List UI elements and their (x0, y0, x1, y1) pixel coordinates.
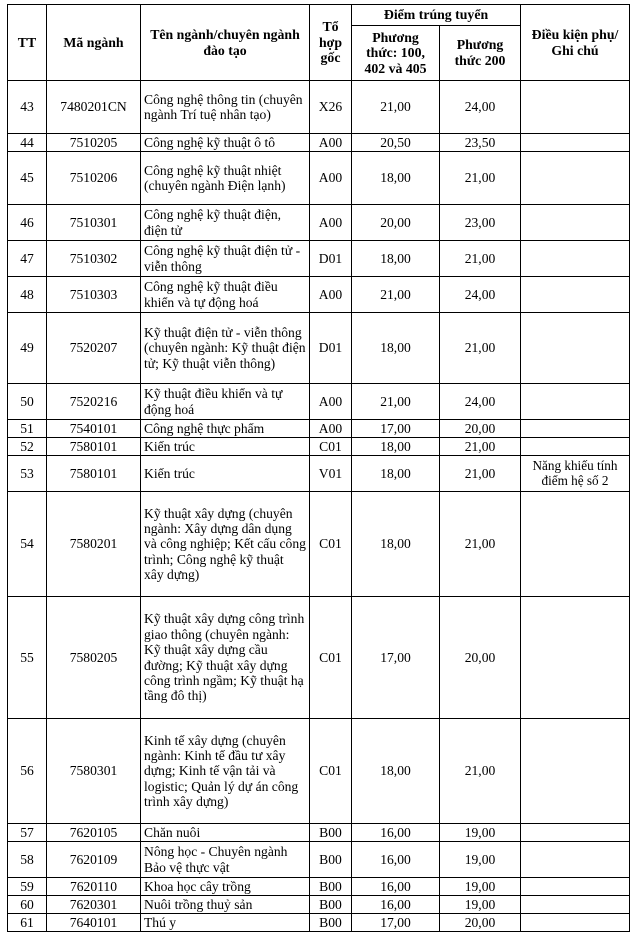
cell-score-a: 18,00 (352, 456, 440, 492)
cell-name: Thú y (141, 914, 310, 932)
header-code: Mã ngành (47, 5, 141, 81)
cell-tt: 61 (8, 914, 47, 932)
cell-note (521, 896, 630, 914)
cell-score-b: 21,00 (440, 313, 521, 384)
cell-score-a: 16,00 (352, 878, 440, 896)
cell-score-b: 21,00 (440, 241, 521, 277)
table-row (8, 719, 630, 824)
cell-name: Kinh tế xây dựng (chuyên ngành: Kinh tế đầu tư xây dựng; Kinh tế vận tải và logistic; Quản lý dự án công trình xây dựng) (141, 719, 310, 824)
cell-note (521, 719, 630, 824)
cell-name: Công nghệ kỹ thuật ô tô (141, 134, 310, 152)
cell-name: Kỹ thuật xây dựng (chuyên ngành: Xây dựng dân dụng và công nghiệp; Kết cấu công trình; Công nghệ kỹ thuật xây dựng) (141, 492, 310, 597)
cell-code: 7520207 (47, 313, 141, 384)
table-row (8, 896, 630, 914)
cell-code: 7580101 (47, 456, 141, 492)
cell-tt: 43 (8, 81, 47, 134)
cell-name: Công nghệ kỹ thuật nhiệt (chuyên ngành Điện lạnh) (141, 152, 310, 205)
cell-score-a: 21,00 (352, 277, 440, 313)
cell-note (521, 420, 630, 438)
cell-name: Nông học - Chuyên ngành Bảo vệ thực vật (141, 842, 310, 878)
cell-code: 7540101 (47, 420, 141, 438)
cell-score-a: 20,50 (352, 134, 440, 152)
cell-note (521, 878, 630, 896)
cell-tt: 48 (8, 277, 47, 313)
cell-name: Nuôi trồng thuỷ sản (141, 896, 310, 914)
table-body (8, 81, 630, 932)
header-note: Điều kiện phụ/ Ghi chú (521, 5, 630, 81)
header-score-group: Điểm trúng tuyển (352, 5, 521, 26)
cell-score-b: 23,00 (440, 205, 521, 241)
cell-combo: B00 (310, 824, 352, 842)
cell-note (521, 842, 630, 878)
cell-score-a: 16,00 (352, 842, 440, 878)
cell-score-a: 21,00 (352, 81, 440, 134)
cell-code: 7510302 (47, 241, 141, 277)
cell-score-b: 20,00 (440, 914, 521, 932)
cell-score-a: 18,00 (352, 241, 440, 277)
cell-tt: 50 (8, 384, 47, 420)
cell-score-a: 18,00 (352, 719, 440, 824)
cell-combo: A00 (310, 420, 352, 438)
cell-note (521, 313, 630, 384)
table-row (8, 824, 630, 842)
cell-score-b: 20,00 (440, 597, 521, 719)
table-row (8, 914, 630, 932)
cell-tt: 53 (8, 456, 47, 492)
table-row (8, 456, 630, 492)
cell-note (521, 384, 630, 420)
cell-combo: C01 (310, 438, 352, 456)
cell-code: 7620105 (47, 824, 141, 842)
table-row (8, 420, 630, 438)
table-row (8, 313, 630, 384)
cell-note (521, 152, 630, 205)
cell-score-b: 19,00 (440, 824, 521, 842)
cell-score-a: 16,00 (352, 896, 440, 914)
cell-code: 7510206 (47, 152, 141, 205)
cell-score-b: 21,00 (440, 152, 521, 205)
table-row (8, 842, 630, 878)
cell-tt: 45 (8, 152, 47, 205)
cell-combo: B00 (310, 896, 352, 914)
table-row (8, 277, 630, 313)
cell-tt: 59 (8, 878, 47, 896)
cell-score-b: 19,00 (440, 878, 521, 896)
cell-combo: A00 (310, 277, 352, 313)
cell-name: Kỹ thuật điều khiển và tự động hoá (141, 384, 310, 420)
cell-score-b: 19,00 (440, 896, 521, 914)
cell-name: Công nghệ thông tin (chuyên ngành Trí tuệ nhân tạo) (141, 81, 310, 134)
table-row (8, 384, 630, 420)
cell-name: Chăn nuôi (141, 824, 310, 842)
cell-score-b: 21,00 (440, 492, 521, 597)
cell-tt: 58 (8, 842, 47, 878)
cell-tt: 56 (8, 719, 47, 824)
cell-tt: 54 (8, 492, 47, 597)
cell-combo: D01 (310, 313, 352, 384)
cell-note (521, 81, 630, 134)
cell-combo: D01 (310, 241, 352, 277)
cell-score-b: 24,00 (440, 384, 521, 420)
table-row (8, 81, 630, 134)
cell-tt: 55 (8, 597, 47, 719)
cell-score-b: 21,00 (440, 719, 521, 824)
cell-combo: C01 (310, 492, 352, 597)
cell-code: 7620110 (47, 878, 141, 896)
cell-score-a: 18,00 (352, 152, 440, 205)
cell-name: Kỹ thuật điện tử - viễn thông (chuyên ngành: Kỹ thuật điện tử; Kỹ thuật viễn thông) (141, 313, 310, 384)
cell-tt: 44 (8, 134, 47, 152)
cell-name: Khoa học cây trồng (141, 878, 310, 896)
cell-tt: 49 (8, 313, 47, 384)
cell-note (521, 438, 630, 456)
cell-score-b: 20,00 (440, 420, 521, 438)
cell-combo: B00 (310, 878, 352, 896)
cell-code: 7620301 (47, 896, 141, 914)
cell-code: 7510205 (47, 134, 141, 152)
cell-code: 7580101 (47, 438, 141, 456)
cell-code: 7640101 (47, 914, 141, 932)
cell-note (521, 914, 630, 932)
cell-note (521, 241, 630, 277)
table-row (8, 205, 630, 241)
header-name: Tên ngành/chuyên ngành đào tạo (141, 5, 310, 81)
cell-note (521, 824, 630, 842)
header-method-a: Phương thức: 100, 402 và 405 (352, 26, 440, 81)
cell-code: 7510301 (47, 205, 141, 241)
cell-note: Năng khiếu tính điểm hệ số 2 (521, 456, 630, 492)
cell-code: 7620109 (47, 842, 141, 878)
cell-note (521, 205, 630, 241)
cell-score-a: 18,00 (352, 438, 440, 456)
cell-name: Công nghệ kỹ thuật điều khiển và tự động hoá (141, 277, 310, 313)
cell-score-a: 17,00 (352, 597, 440, 719)
table-row (8, 134, 630, 152)
cell-name: Kiến trúc (141, 438, 310, 456)
admission-scores-table (7, 4, 630, 932)
cell-combo: B00 (310, 914, 352, 932)
cell-score-a: 21,00 (352, 384, 440, 420)
cell-note (521, 277, 630, 313)
cell-code: 7520216 (47, 384, 141, 420)
cell-tt: 57 (8, 824, 47, 842)
table-row (8, 438, 630, 456)
cell-combo: C01 (310, 719, 352, 824)
cell-combo: A00 (310, 205, 352, 241)
cell-code: 7580201 (47, 492, 141, 597)
cell-code: 7480201CN (47, 81, 141, 134)
cell-combo: X26 (310, 81, 352, 134)
cell-code: 7580205 (47, 597, 141, 719)
cell-combo: C01 (310, 597, 352, 719)
table-header (8, 5, 630, 81)
header-tt: TT (8, 5, 47, 81)
cell-score-b: 19,00 (440, 842, 521, 878)
cell-combo: B00 (310, 842, 352, 878)
table-row (8, 152, 630, 205)
cell-name: Kiến trúc (141, 456, 310, 492)
cell-tt: 47 (8, 241, 47, 277)
table-row (8, 241, 630, 277)
cell-score-b: 24,00 (440, 277, 521, 313)
cell-score-b: 21,00 (440, 438, 521, 456)
cell-score-b: 23,50 (440, 134, 521, 152)
cell-score-a: 17,00 (352, 914, 440, 932)
cell-score-a: 18,00 (352, 313, 440, 384)
cell-score-b: 21,00 (440, 456, 521, 492)
cell-score-a: 17,00 (352, 420, 440, 438)
cell-score-a: 18,00 (352, 492, 440, 597)
cell-note (521, 597, 630, 719)
cell-combo: A00 (310, 152, 352, 205)
cell-code: 7510303 (47, 277, 141, 313)
cell-score-a: 16,00 (352, 824, 440, 842)
cell-code: 7580301 (47, 719, 141, 824)
cell-note (521, 492, 630, 597)
table-row (8, 492, 630, 597)
cell-combo: A00 (310, 384, 352, 420)
header-method-b: Phương thức 200 (440, 26, 521, 81)
header-combo: Tổ hợp gốc (310, 5, 352, 81)
cell-tt: 52 (8, 438, 47, 456)
cell-name: Kỹ thuật xây dựng công trình giao thông (chuyên ngành: Kỹ thuật xây dựng cầu đường; Kỹ thuật xây dựng công trình ngầm; Kỹ thuật hạ tầng đô thị) (141, 597, 310, 719)
cell-score-b: 24,00 (440, 81, 521, 134)
cell-combo: V01 (310, 456, 352, 492)
cell-tt: 51 (8, 420, 47, 438)
table-row (8, 878, 630, 896)
cell-name: Công nghệ kỹ thuật điện, điện tử (141, 205, 310, 241)
table-row (8, 597, 630, 719)
cell-combo: A00 (310, 134, 352, 152)
cell-tt: 46 (8, 205, 47, 241)
cell-score-a: 20,00 (352, 205, 440, 241)
cell-name: Công nghệ thực phẩm (141, 420, 310, 438)
cell-note (521, 134, 630, 152)
cell-name: Công nghệ kỹ thuật điện tử - viễn thông (141, 241, 310, 277)
cell-tt: 60 (8, 896, 47, 914)
